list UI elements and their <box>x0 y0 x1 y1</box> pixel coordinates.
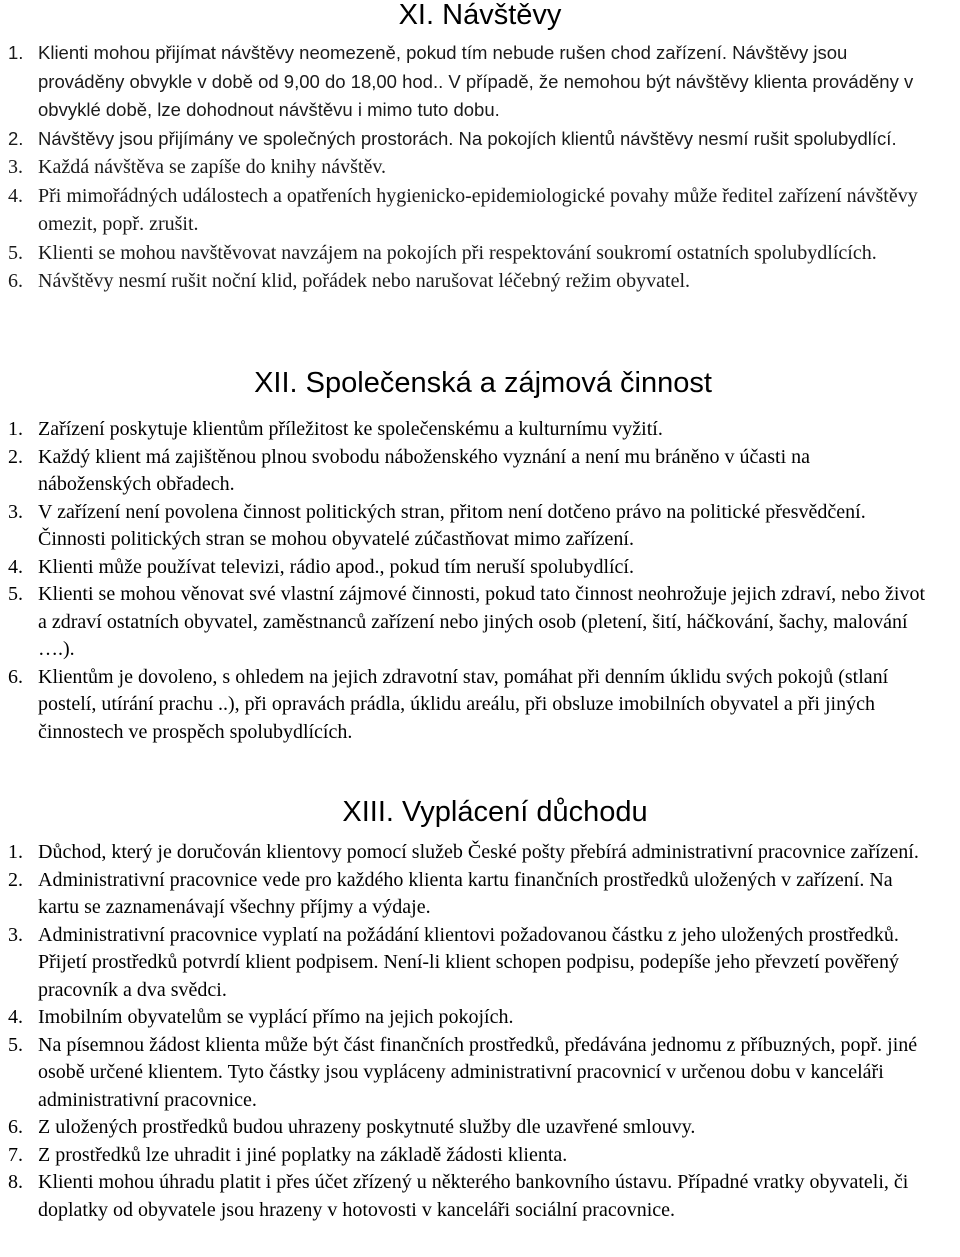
item-number: 3. <box>8 923 23 946</box>
list-item <box>8 39 926 125</box>
item-number: 2. <box>8 127 24 149</box>
list-item <box>8 499 926 554</box>
section-title: Vyplácení důchodu <box>402 796 648 828</box>
item-text: Administrativní pracovnice vede pro každého klienta kartu finančních prostředků uložených v zařízení. Na kartu se zaznamenávají všechny příjmy a výdaje. <box>38 868 893 918</box>
item-number: 4. <box>8 184 23 207</box>
list-item <box>8 1004 926 1032</box>
item-text: Klientům je dovoleno, s ohledem na jejich zdravotní stav, pomáhat při denním úklidu svých pokojů (stlaní postelí, utírání prachu ..), při opravách prádla, úklidu areálu, při obsluze imobilních obyvatel a při jiných činnostech ve prospěch spolubydlících. <box>38 665 889 743</box>
list-item <box>8 267 926 296</box>
item-number: 4. <box>8 1006 23 1028</box>
section-visits <box>0 0 960 296</box>
list-item <box>8 182 926 239</box>
section-heading <box>0 795 960 829</box>
item-text: Při mimořádných událostech a opatřeních hygienicko-epidemiologické povahy může ředitel zařízení návštěvy omezit, popř. zrušit. <box>38 184 918 235</box>
item-text: Návštěvy jsou přijímány ve společných prostorách. Na pokojích klientů návštěvy nesmí rušit spolubydlící. <box>38 127 897 149</box>
list-item <box>8 1114 926 1142</box>
section-number: XII. <box>254 367 298 399</box>
list-item <box>8 153 926 182</box>
item-number: 5. <box>8 1033 23 1056</box>
item-text: Klienti může používat televizi, rádio apod., pokud tím neruší spolubydlící. <box>38 555 634 578</box>
list-item <box>8 416 926 444</box>
section-heading <box>0 366 960 400</box>
list-item <box>8 867 926 922</box>
section-social-activities <box>0 366 960 746</box>
item-number: 1. <box>8 42 24 63</box>
section-heading <box>0 0 960 32</box>
item-number: 4. <box>8 555 23 578</box>
section-title: Návštěvy <box>442 0 562 31</box>
item-number: 8. <box>8 1171 23 1193</box>
item-text: Klienti mohou úhradu platit i přes účet zřízený u některého bankovního ústavu. Případné vratky obyvateli, či doplatky od obyvatele jsou hrazeny v hotovosti v kanceláři sociální pracovnice. <box>38 1171 909 1221</box>
list-item <box>8 444 926 499</box>
list-item <box>8 664 926 747</box>
section-number: XI. <box>398 0 435 31</box>
rules-list <box>8 839 926 1224</box>
section-pension-payment <box>0 795 960 1224</box>
item-text: V zařízení není povolena činnost politických stran, přitom není dotčeno právo na politické přesvědčení. Činnosti politických stran se mohou obyvatelé zúčastňovat mimo zařízení. <box>38 500 866 550</box>
item-text: Administrativní pracovnice vyplatí na požádání klientovi požadovanou částku z jeho uložených prostředků. Přijetí prostředků potvrdí klient podpisem. Není-li klient schopen podpisu, podepíše jeho převzetí pověřený pracovník a dva svědci. <box>38 923 899 1001</box>
item-text: Důchod, který je doručován klientovy pomocí služeb České pošty přebírá administrativní pracovnice zařízení. <box>38 841 919 863</box>
item-text: Klienti mohou přijímat návštěvy neomezeně, pokud tím nebude rušen chod zařízení. Návštěvy jsou prováděny obvykle v době od 9,00 do 18,00 hod.. V případě, že nemohou být návštěvy klienta prováděny v obvyklé době, lze dohodnout návštěvu i mimo tuto dobu. <box>38 42 914 120</box>
list-item <box>8 1032 926 1115</box>
item-number: 1. <box>8 418 23 440</box>
item-number: 6. <box>8 1116 23 1138</box>
list-item <box>8 554 926 582</box>
item-number: 5. <box>8 583 23 605</box>
item-text: Klienti se mohou věnovat své vlastní zájmové činnosti, pokud tato činnost neohrožuje jejich zdraví, nebo život a zdraví ostatních obyvatel, zaměstnanců zařízení nebo jiných osob (pletení, šití, háčkování, šachy, malování ….). <box>38 583 926 660</box>
item-number: 1. <box>8 841 23 863</box>
list-item <box>8 922 926 1005</box>
item-number: 2. <box>8 445 23 468</box>
item-text: Zařízení poskytuje klientům příležitost ke společenskému a kulturnímu vyžití. <box>38 418 663 440</box>
section-number: XIII. <box>342 796 394 828</box>
list-item <box>8 1169 926 1224</box>
item-text: Každá návštěva se zapíše do knihy návštěv. <box>38 156 387 178</box>
item-number: 3. <box>8 156 23 178</box>
list-item <box>8 839 926 867</box>
item-number: 2. <box>8 868 23 891</box>
section-title: Společenská a zájmová činnost <box>305 367 712 399</box>
list-item <box>8 581 926 664</box>
item-number: 6. <box>8 270 23 292</box>
rules-list <box>8 416 926 746</box>
item-text: Z prostředků lze uhradit i jiné poplatky na základě žádosti klienta. <box>38 1143 568 1166</box>
item-text: Z uložených prostředků budou uhrazeny poskytnuté služby dle uzavřené smlouvy. <box>38 1116 696 1138</box>
item-text: Návštěvy nesmí rušit noční klid, pořádek nebo narušovat léčebný režim obyvatel. <box>38 270 691 292</box>
list-item <box>8 125 926 154</box>
item-text: Každý klient má zajištěnou plnou svobodu náboženského vyznání a není mu bráněno v účasti na náboženských obřadech. <box>38 445 811 495</box>
rules-list <box>8 39 926 296</box>
item-text: Imobilním obyvatelům se vyplácí přímo na jejich pokojích. <box>38 1006 514 1028</box>
item-number: 3. <box>8 500 23 523</box>
item-number: 7. <box>8 1143 23 1166</box>
item-number: 5. <box>8 241 23 264</box>
item-text: Klienti se mohou navštěvovat navzájem na pokojích při respektování soukromí ostatních spolubydlících. <box>38 241 877 264</box>
list-item <box>8 239 926 268</box>
item-number: 6. <box>8 665 23 688</box>
list-item <box>8 1142 926 1170</box>
item-text: Na písemnou žádost klienta může být část finančních prostředků, předávána jednomu z příbuzných, popř. jiné osobě určené klientem. Tyto částky jsou vypláceny administrativní pracovnicí v určenou dobu v kanceláři administrativní pracovnice. <box>38 1033 918 1111</box>
